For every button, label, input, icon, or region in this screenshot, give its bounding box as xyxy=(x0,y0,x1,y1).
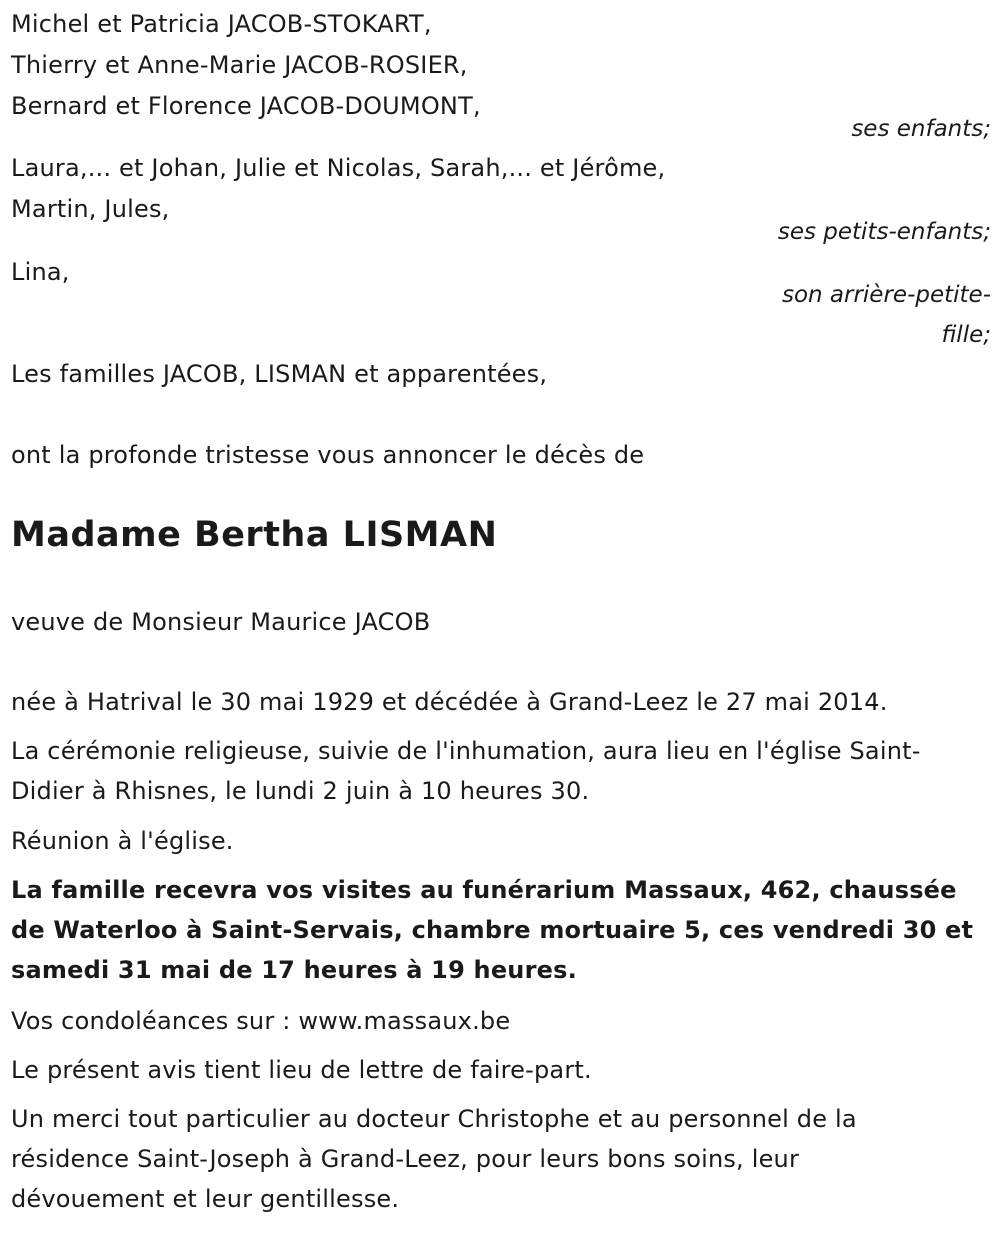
thanks-line-3: dévouement et leur gentillesse. xyxy=(11,1185,400,1213)
great-grandchild-relation-1: son arrière-petite- xyxy=(781,282,991,308)
children-line-2: Thierry et Anne-Marie JACOB-ROSIER, xyxy=(11,51,468,79)
announcement-intro: ont la profonde tristesse vous annoncer le décès de xyxy=(11,441,645,469)
grandchildren-line-1: Laura,... et Johan, Julie et Nicolas, Sarah,... et Jérôme, xyxy=(11,154,666,182)
grandchildren-relation: ses petits-enfants; xyxy=(777,219,991,245)
children-relation: ses enfants; xyxy=(851,116,991,142)
ceremony-line-1: La cérémonie religieuse, suivie de l'inhumation, aura lieu en l'église Saint- xyxy=(11,737,921,765)
visits-line-3: samedi 31 mai de 17 heures à 19 heures. xyxy=(11,956,577,984)
thanks-line-2: résidence Saint-Joseph à Grand-Leez, pour leurs bons soins, leur xyxy=(11,1145,800,1173)
visits-line-2: de Waterloo à Saint-Servais, chambre mortuaire 5, ces vendredi 30 et xyxy=(11,916,974,944)
great-grandchild-line: Lina, xyxy=(11,258,70,286)
grandchildren-line-2: Martin, Jules, xyxy=(11,195,170,223)
great-grandchild-relation-2: fille; xyxy=(941,322,991,348)
ceremony-line-2: Didier à Rhisnes, le lundi 2 juin à 10 heures 30. xyxy=(11,777,590,805)
notice-line: Le présent avis tient lieu de lettre de faire-part. xyxy=(11,1056,592,1084)
deceased-name: Madame Bertha LISMAN xyxy=(11,515,498,555)
visits-line-1: La famille recevra vos visites au funérarium Massaux, 462, chaussée xyxy=(11,876,957,904)
thanks-line-1: Un merci tout particulier au docteur Christophe et au personnel de la xyxy=(11,1105,857,1133)
families-line: Les familles JACOB, LISMAN et apparentées, xyxy=(11,360,548,388)
children-line-1: Michel et Patricia JACOB-STOKART, xyxy=(11,10,432,38)
birth-death-line: née à Hatrival le 30 mai 1929 et décédée à Grand-Leez le 27 mai 2014. xyxy=(11,688,888,716)
condolences-line: Vos condoléances sur : www.massaux.be xyxy=(11,1007,511,1035)
obituary-notice xyxy=(11,0,991,1235)
widow-of-line: veuve de Monsieur Maurice JACOB xyxy=(11,608,431,636)
children-line-3: Bernard et Florence JACOB-DOUMONT, xyxy=(11,92,481,120)
meeting-line: Réunion à l'église. xyxy=(11,827,234,855)
